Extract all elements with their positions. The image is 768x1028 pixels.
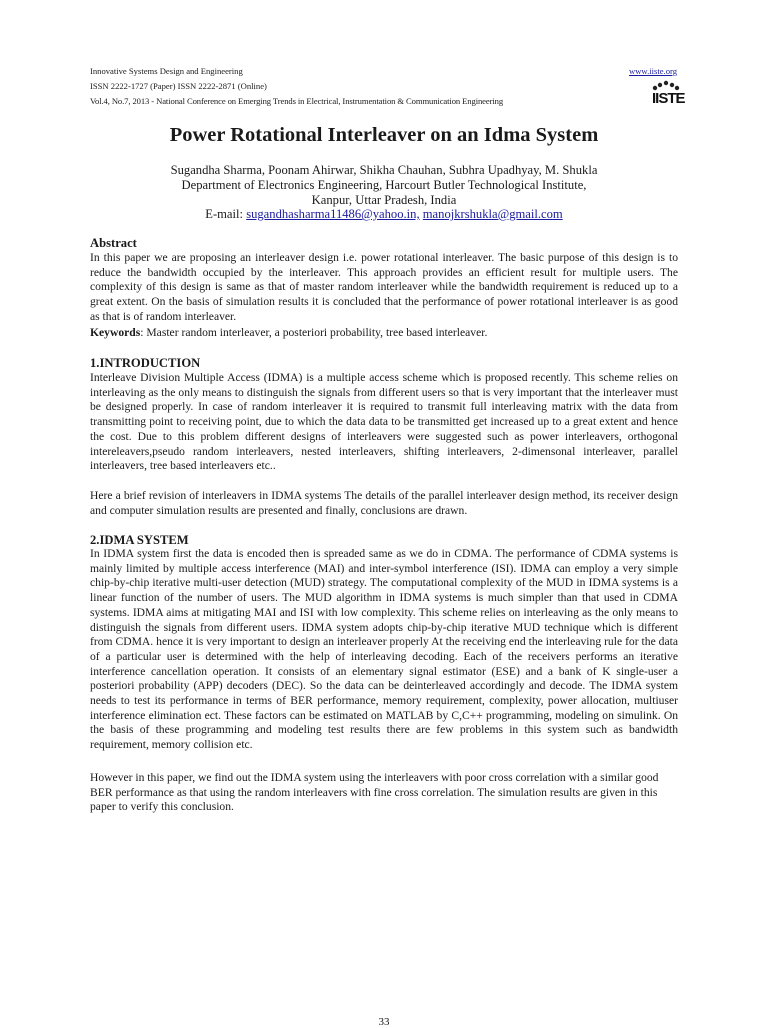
location: Kanpur, Uttar Pradesh, India <box>311 193 457 207</box>
keywords <box>90 326 678 341</box>
journal-url-link[interactable]: www.iiste.org <box>629 66 677 76</box>
email-line <box>0 207 768 222</box>
issn-line: ISSN 2222-1727 (Paper) ISSN 2222-2871 (Online) <box>90 81 267 91</box>
keywords-text: : Master random interleaver, a posteriori probability, tree based interleaver. <box>140 326 488 339</box>
idma-system-paragraph-1: In IDMA system first the data is encoded then is spreaded same as we do in CDMA. The performance of CDMA systems is mainly limited by multiple access interference (MAI) and inter-symbol interference (ISI). IDMA can employ a very simple chip-by-chip iterative multi-user detection (MUD) strategy. The computational complexity of the MUD in IDMA systems is a linear function of the number of users. The MUD algorithm in IDMA systems is much simpler than that used in CDMA systems. IDMA aims at mitigating MAI and ISI with low complexity. This scheme relies on interleaving as the only means to distinguish the signals from different users. IDMA system adopts chip-by-chip iterative MUD technique which is different from CDMA. hence it is very important to design an interleaver properly At the receiving end the interleaving rule for the data of a particular user is determined with the help of interleaving decoding. Each of the receivers performs an iterative interference cancellation operation. It consists of an elementary signal estimator (ESE) and a bank of K single-user a posteriori probability (APP) decoders (DEC). So the data can be deinterleaved accordingly and decode. The IDMA system needs to test its performance in terms of BER performance, memory requirement, complexity, power allocation, multiuser interference elimination ect. These factors can be estimated on MATLAB by C,C++ programming, modeling on simulink. On the basis of these programming and modeling test results there are few problems in this system such as bandwidth requirement, memory collision etc. <box>90 547 678 752</box>
email-link-1[interactable]: sugandhasharma11486@yahoo.in, <box>246 207 420 221</box>
page-number: 33 <box>378 1016 390 1028</box>
logo-wordmark: IISTE <box>652 90 685 107</box>
abstract-text: In this paper we are proposing an interleaver design i.e. power rotational interleaver. The basic purpose of this design is to reduce the bandwidth occupied by the interleaver. This approach provides an efficient result for multiple users. The complexity of this design is same as that of master random interleaver while the bandwidth requirement is reduced up to a great extent. On the basis of simulation results it is concluded that the performance of power rotational interleaver is as good as that is of random interleaver. <box>90 251 678 323</box>
keywords-label: Keywords <box>90 326 141 339</box>
affiliation: Department of Electronics Engineering, Harcourt Butler Technological Institute, <box>181 178 587 192</box>
volume-line: Vol.4, No.7, 2013 - National Conference on Emerging Trends in Electrical, Instrumentation & Communication Engineering <box>90 96 504 106</box>
introduction-heading: 1.INTRODUCTION <box>90 356 201 370</box>
idma-system-heading: 2.IDMA SYSTEM <box>90 533 189 547</box>
abstract-heading: Abstract <box>90 236 137 250</box>
introduction-paragraph-2: Here a brief revision of interleavers in IDMA systems The details of the parallel interleaver design method, its receiver design and computer simulation results are presented and finally, conclusions are drawn. <box>90 489 678 517</box>
iiste-logo <box>651 80 685 110</box>
authors: Sugandha Sharma, Poonam Ahirwar, Shikha Chauhan, Subhra Upadhyay, M. Shukla <box>170 163 598 177</box>
email-link-2[interactable]: manojkrshukla@gmail.com <box>422 207 563 221</box>
idma-system-paragraph-2: However in this paper, we find out the IDMA system using the interleavers with poor cross correlation with a similar good BER performance as that using the random interleavers with fine cross correlation. The simulation results are given in this paper to verify this conclusion. <box>90 771 659 814</box>
introduction-paragraph-1: Interleave Division Multiple Access (IDMA) is a multiple access scheme which is proposed recently. This scheme relies on interleaving as the only means to distinguish the signals from different users so that is very important that the interleaver must be designed properly. In case of random interleaver it is required to transmit full interleaving matrix with the data from transmitting point to receiving point, due to which the data data to be transmitted get increased up to a great extent and hence the cost. Due to this problem different designs of interleavers were suggested such as power interleavers, orthogonal intereleavers,pseudo random interleavers, nested interleavers, shifting interleavers, 2-dimensonal interleaver, parallel interleavers, tree based interleavers etc.. <box>90 371 678 473</box>
paper-title: Power Rotational Interleaver on an Idma System <box>169 124 599 146</box>
journal-name: Innovative Systems Design and Engineering <box>90 66 243 76</box>
email-label: E-mail: <box>205 207 244 221</box>
